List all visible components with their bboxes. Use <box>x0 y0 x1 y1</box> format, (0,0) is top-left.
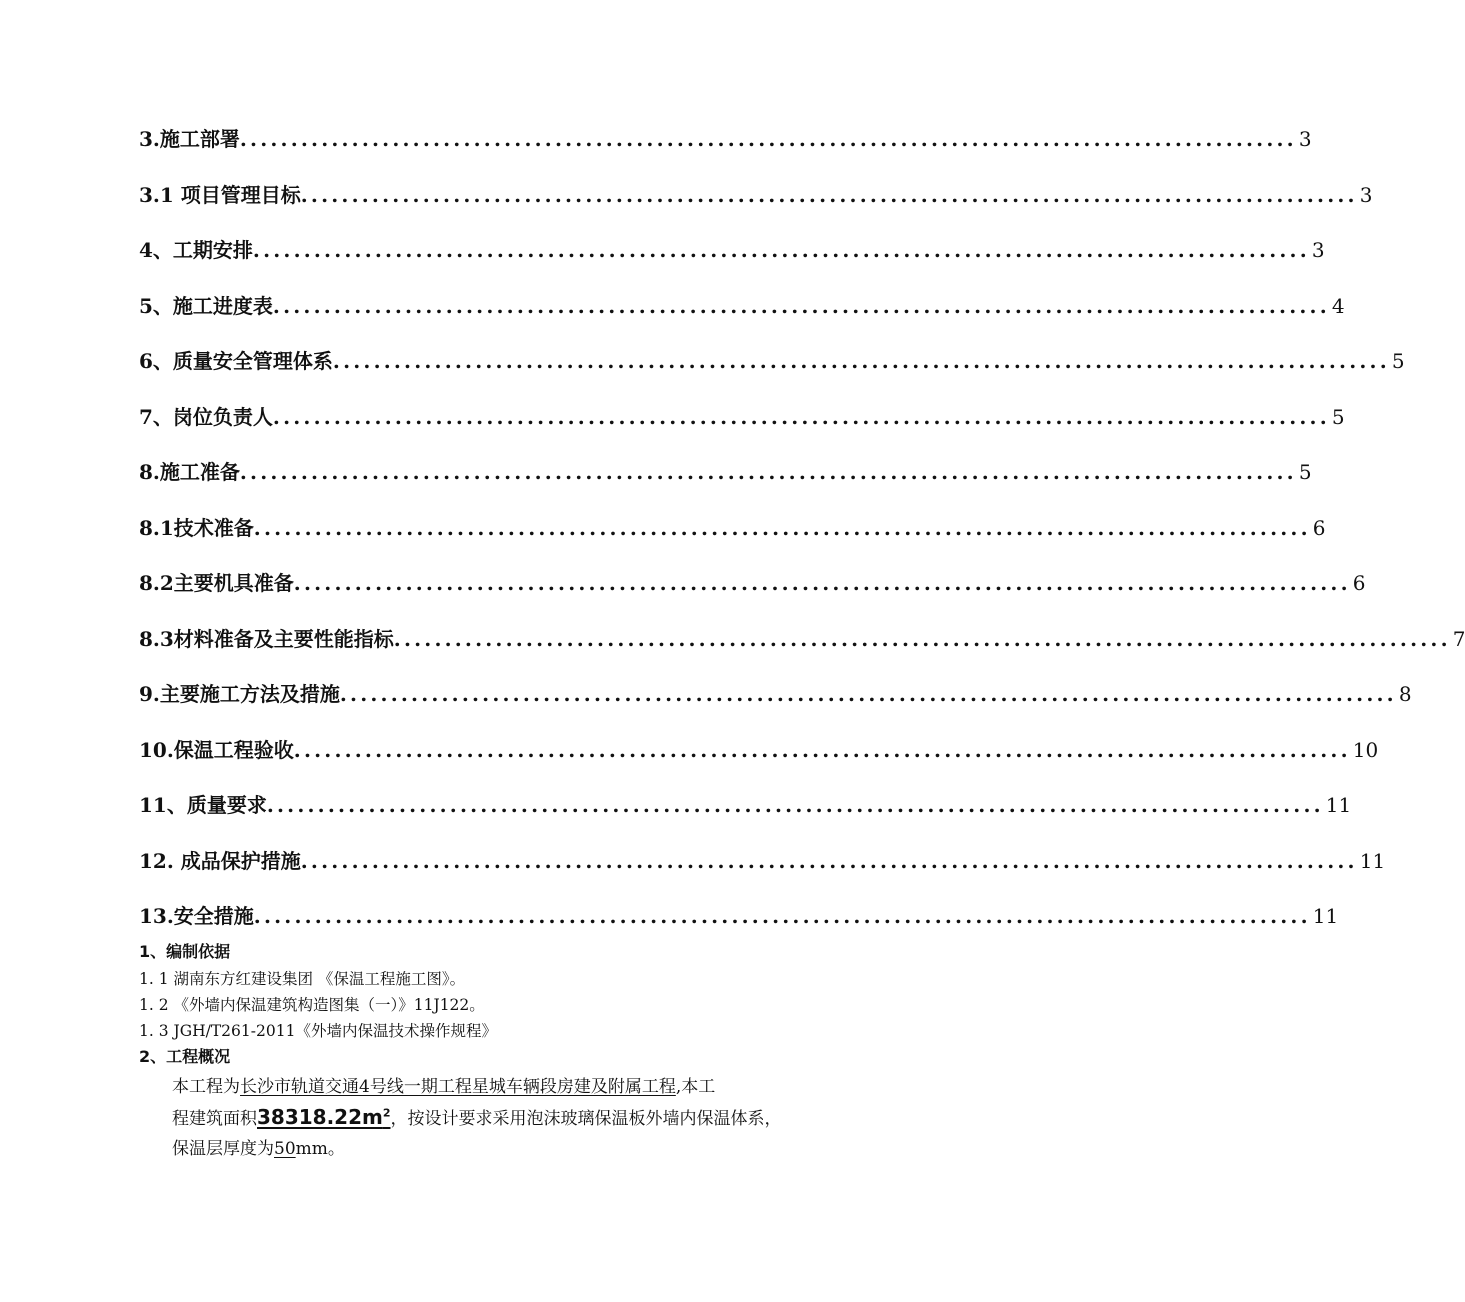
toc-dot-leader: ........................................................................................................ <box>293 738 1351 762</box>
section-heading: 1、编制依据 <box>139 942 231 961</box>
toc-entry-title: 9.主要施工方法及措施 <box>139 682 340 706</box>
toc-entry-page: 4 <box>1331 294 1345 318</box>
toc-entry[interactable] <box>139 179 1373 213</box>
toc-entry-page: 8 <box>1398 682 1412 706</box>
toc-entry-page: 6 <box>1352 571 1366 595</box>
reference-item: 1. 1 湖南东方红建设集团 《保温工程施工图》。 <box>139 970 466 988</box>
overview-text: mm。 <box>295 1139 345 1159</box>
toc-entry-title: 12. 成品保护措施 <box>139 849 301 873</box>
section-heading: 2、工程概况 <box>139 1047 231 1066</box>
toc-entry-page: 5 <box>1298 460 1312 484</box>
toc-entry-page: 5 <box>1331 405 1345 429</box>
toc-entry-page: 5 <box>1391 349 1405 373</box>
toc-entry[interactable] <box>139 567 1366 601</box>
toc-dot-leader: ........................................................................................................ <box>252 238 1310 262</box>
toc-entry[interactable] <box>139 234 1325 268</box>
toc-dot-leader: ........................................................................................................ <box>253 516 1311 540</box>
toc-entry-title: 8.2主要机具准备 <box>139 571 294 595</box>
insulation-thickness: 50 <box>274 1139 296 1159</box>
overview-text: ,本工 <box>675 1077 716 1097</box>
toc-dot-leader: ........................................................................................................ <box>393 627 1451 651</box>
toc-entry[interactable] <box>139 789 1352 823</box>
toc-entry-page: 11 <box>1359 849 1386 873</box>
toc-entry-title: 13.安全措施 <box>139 904 254 928</box>
reference-item: 1. 3 JGH/T261-2011《外墙内保温技术操作规程》 <box>139 1022 497 1040</box>
toc-dot-leader: ........................................................................................................ <box>293 571 1351 595</box>
overview-text: 保温层厚度为 <box>172 1139 274 1159</box>
toc-dot-leader: ........................................................................................................ <box>272 405 1330 429</box>
toc-entry-page: 11 <box>1325 793 1352 817</box>
toc-entry[interactable] <box>139 900 1339 934</box>
toc-entry-title: 8.施工准备 <box>139 460 240 484</box>
toc-entry[interactable] <box>139 512 1326 546</box>
toc-entry-page: 3 <box>1359 183 1373 207</box>
reference-item: 1. 2 《外墙内保温建筑构造图集（一）》11J122。 <box>139 996 485 1014</box>
area-superscript: 2 <box>382 1106 391 1120</box>
toc-entry[interactable] <box>139 678 1412 712</box>
toc-entry[interactable] <box>139 623 1465 657</box>
overview-text: ，按设计要求采用泡沫玻璃保温板外墙内保温体系， <box>390 1109 782 1129</box>
toc-entry-title: 3.1 项目管理目标 <box>139 183 301 207</box>
toc-entry[interactable] <box>139 845 1386 879</box>
building-area-value <box>257 1105 391 1129</box>
toc-entry-title: 5、施工进度表 <box>139 294 273 318</box>
toc-dot-leader: ........................................................................................................ <box>332 349 1390 373</box>
overview-line-3 <box>172 1134 789 1164</box>
overview-line-2 <box>172 1102 789 1134</box>
toc-entry-title: 4、工期安排 <box>139 238 253 262</box>
overview-text: 本工程为 <box>172 1077 240 1097</box>
toc-entry-title: 11、质量要求 <box>139 793 267 817</box>
toc-entry[interactable] <box>139 345 1405 379</box>
toc-dot-leader: ........................................................................................................ <box>239 127 1297 151</box>
toc-entry-page: 11 <box>1312 904 1339 928</box>
toc-entry-page: 3 <box>1298 127 1312 151</box>
toc-dot-leader: ........................................................................................................ <box>300 849 1358 873</box>
toc-entry-title: 7、岗位负责人 <box>139 405 273 429</box>
overview-line-1 <box>172 1072 789 1102</box>
toc-entry-title: 8.1技术准备 <box>139 516 254 540</box>
toc-entry-title: 10.保温工程验收 <box>139 738 294 762</box>
toc-entry-title: 3.施工部署 <box>139 127 240 151</box>
project-overview-paragraph <box>139 1072 789 1164</box>
toc-entry-page: 7 <box>1452 627 1465 651</box>
project-name: 长沙市轨道交通4号线一期工程星城车辆段房建及附属工程 <box>240 1077 676 1097</box>
toc-entry[interactable] <box>139 401 1345 435</box>
document-body <box>139 940 789 1164</box>
toc-entry-page: 3 <box>1311 238 1325 262</box>
toc-dot-leader: ........................................................................................................ <box>266 793 1324 817</box>
toc-dot-leader: ........................................................................................................ <box>272 294 1330 318</box>
toc-entry[interactable] <box>139 734 1379 768</box>
overview-text: 程建筑面积 <box>172 1109 257 1129</box>
toc-dot-leader: ........................................................................................................ <box>253 904 1311 928</box>
toc-dot-leader: ........................................................................................................ <box>239 460 1297 484</box>
toc-entry[interactable] <box>139 290 1345 324</box>
toc-entry-title: 6、质量安全管理体系 <box>139 349 333 373</box>
toc-entry-page: 6 <box>1312 516 1326 540</box>
toc-dot-leader: ........................................................................................................ <box>339 682 1397 706</box>
toc-dot-leader: ........................................................................................................ <box>300 183 1358 207</box>
area-number: 38318.22m <box>257 1105 383 1129</box>
toc-entry[interactable] <box>139 456 1312 490</box>
toc-entry[interactable] <box>139 123 1312 157</box>
toc-entry-page: 10 <box>1352 738 1379 762</box>
toc-entry-title: 8.3材料准备及主要性能指标 <box>139 627 394 651</box>
